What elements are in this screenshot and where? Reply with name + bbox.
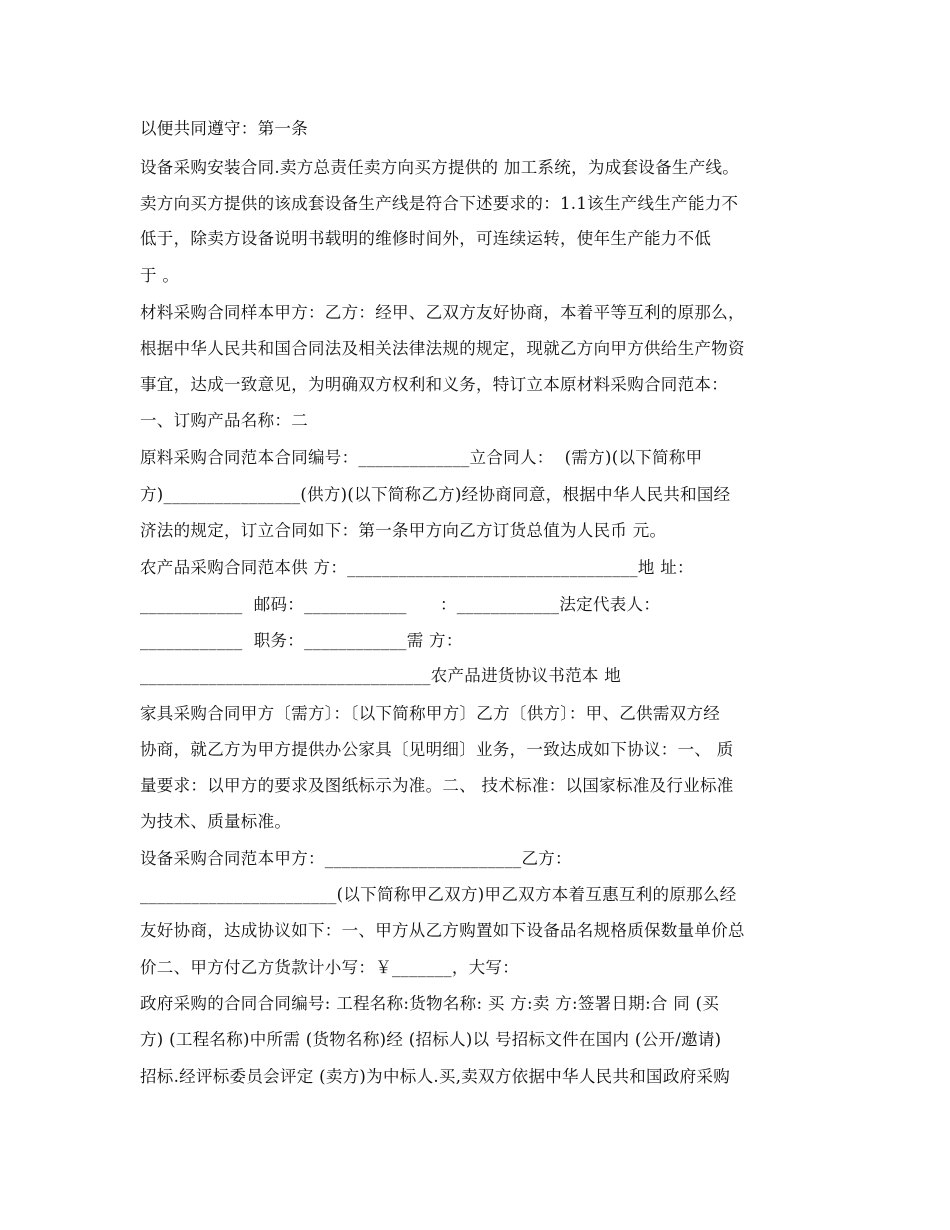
text-line: 以便共同遵守：第一条: [140, 119, 308, 138]
text-line: 政府采购的合同合同编号: 工程名称:货物名称: 买 方:卖 方:签署日期:合 同 (买: [140, 994, 720, 1013]
text-line: ____________ 邮码：____________ ：____________法定代表人：: [140, 595, 661, 614]
text-line: 量要求：以甲方的要求及图纸标示为准。二、 技术标准：以国家标准及行业标准: [140, 776, 734, 795]
text-line: 原料采购合同范本合同编号：_____________立合同人： (需方)(以下简称甲: [140, 448, 703, 467]
text-line: 设备采购合同范本甲方：_______________________乙方：: [140, 849, 572, 868]
text-line: 方)________________(供方)(以下简称乙方)经协商同意，根据中华人民共和国经: [140, 485, 731, 504]
text-line: 于 。: [140, 266, 180, 285]
text-line: _______________________(以下简称甲乙双方)甲乙双方本着互惠互利的原那么经: [140, 885, 737, 904]
text-line: __________________________________农产品进货协议书范本 地: [140, 666, 622, 685]
text-line: ____________ 职务：____________需 方：: [140, 631, 463, 650]
text-line: 根据中华人民共和国合同法及相关法律法规的规定，现就乙方向甲方供给生产物资: [140, 339, 745, 358]
text-line: 农产品采购合同范本供 方：__________________________________地 址：: [140, 558, 694, 577]
text-line: 为技术、质量标准。: [140, 812, 292, 831]
text-line: 卖方向买方提供的该成套设备生产线是符合下述要求的：1.1该生产线生产能力不: [140, 194, 739, 213]
text-line: 一、订购产品名称：二: [140, 411, 308, 430]
text-line: 事宜，达成一致意见，为明确双方权利和义务，特订立本原材料采购合同范本：: [140, 375, 728, 394]
text-line: 价二、甲方付乙方货款计小写：￥_______，大写：: [140, 958, 520, 977]
text-line: 协商，就乙方为甲方提供办公家具〔见明细〕业务，一致达成如下协议：一、 质: [140, 740, 734, 759]
text-line: 设备采购安装合同.卖方总责任卖方向买方提供的 加工系统，为成套设备生产线。: [140, 158, 740, 177]
text-line: 家具采购合同甲方〔需方〕：〔以下简称甲方〕乙方〔供方〕：甲、乙供需双方经: [140, 704, 721, 723]
text-line: 材料采购合同样本甲方：乙方：经甲、乙双方友好协商，本着平等互利的原那么，: [140, 303, 745, 322]
text-line: 低于，除卖方设备说明书载明的维修时间外，可连续运转，使年生产能力不低: [140, 229, 712, 248]
text-line: 友好协商，达成协议如下：一、甲方从乙方购置如下设备品名规格质保数量单价总: [140, 921, 745, 940]
text-line: 招标.经评标委员会评定 (卖方)为中标人.买,卖双方依据中华人民共和国政府采购: [140, 1067, 731, 1086]
text-line: 济法的规定，订立合同如下：第一条甲方向乙方订货总值为人民币 元。: [140, 521, 667, 540]
text-line: 方) (工程名称)中所需 (货物名称)经 (招标人)以 号招标文件在国内 (公开/邀请): [140, 1030, 722, 1049]
